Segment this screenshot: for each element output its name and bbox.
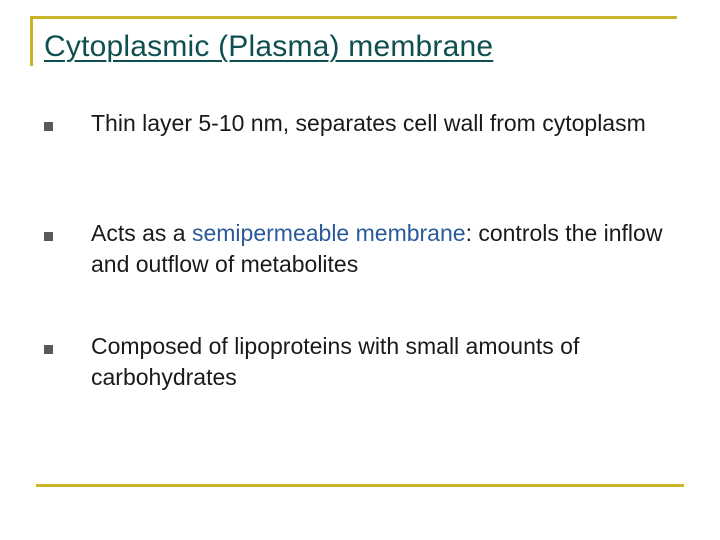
frame-bottom-rule: [36, 484, 684, 487]
frame-top-rule: [30, 16, 677, 19]
frame-left-rule: [30, 16, 33, 66]
square-bullet-icon: [44, 345, 53, 354]
bullet-text-pre: Acts as a: [91, 220, 192, 246]
bullet-text: Composed of lipoproteins with small amounts of carbohydrates: [91, 333, 580, 390]
bullet-text-post: : controls the inflow and outflow of metabolites: [91, 220, 663, 277]
bullet-text: [91, 218, 681, 280]
slide-title: Cytoplasmic (Plasma) membrane: [44, 30, 494, 63]
square-bullet-icon: [44, 122, 53, 131]
square-bullet-icon: [44, 232, 53, 241]
highlighted-term: semipermeable membrane: [191, 220, 466, 246]
bullet-text: Thin layer 5-10 nm, separates cell wall from cytoplasm: [91, 110, 646, 136]
